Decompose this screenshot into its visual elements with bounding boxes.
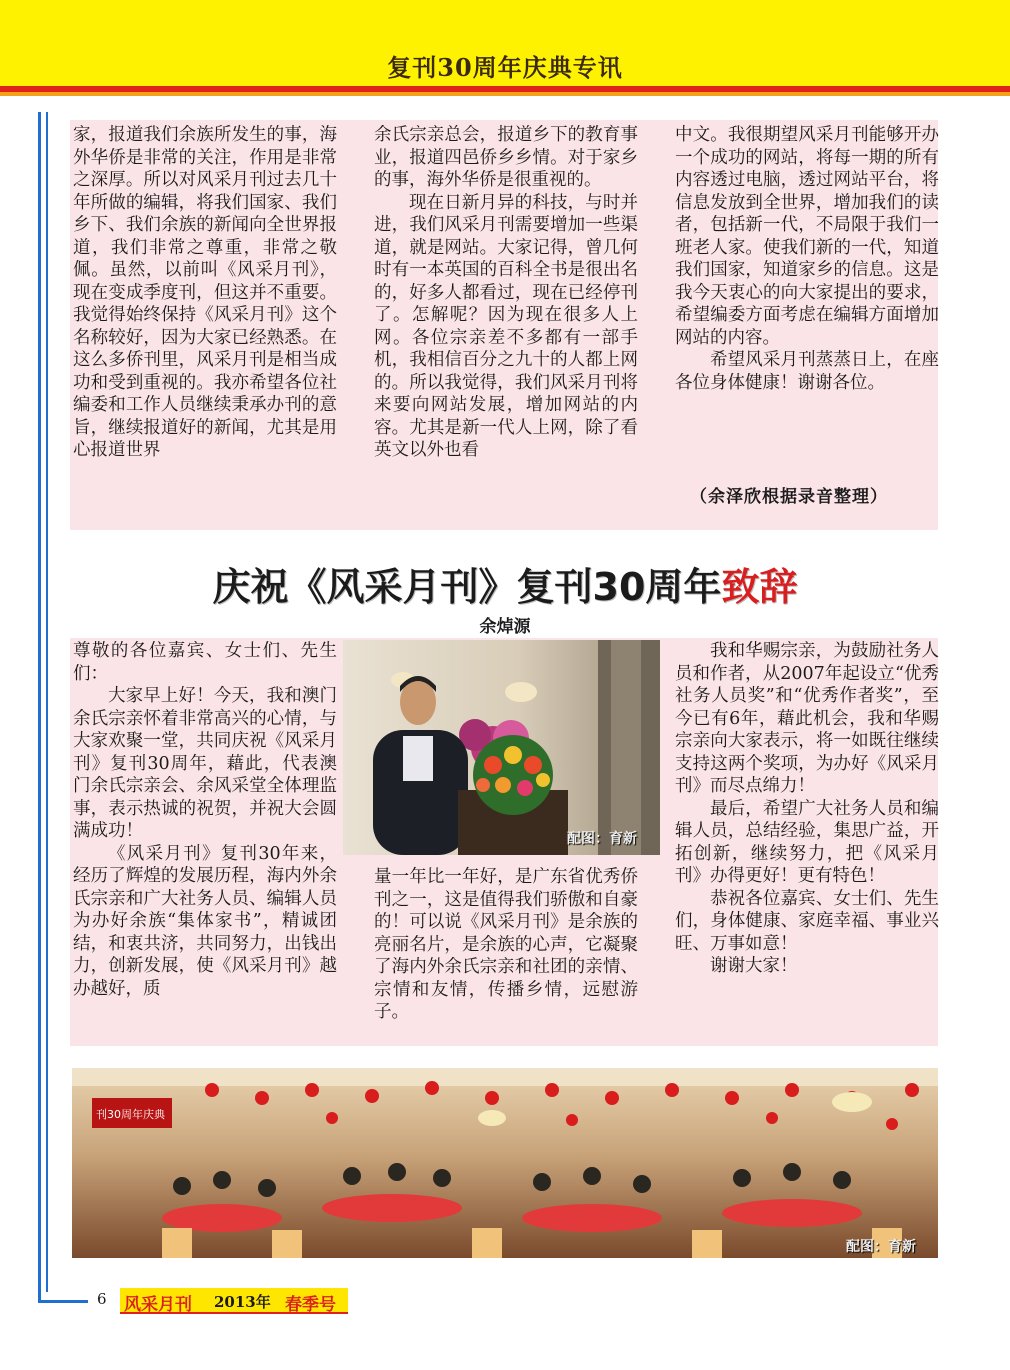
top-article-column-3 <box>675 124 939 394</box>
article-signature: （余泽欣根据录音整理） <box>690 487 888 507</box>
banquet-photo <box>72 1068 938 1258</box>
paragraph: 余氏宗亲总会，报道乡下的教育事业，报道四邑侨乡乡情。对于家乡的事，海外华侨是很重视的。 <box>374 125 638 190</box>
header-title: 复刊30周年庆典专讯 <box>387 53 623 82</box>
page-header-band <box>0 0 1010 86</box>
page-number: 6 <box>97 1290 107 1308</box>
paragraph: 最后，希望广大社务人员和编辑人员，总结经验，集思广益，开拓创新，继续努力，把《风采月刊》办得更好！更有特色！ <box>675 798 939 886</box>
left-margin-rule-inner <box>46 112 48 1292</box>
paragraph: 谢谢大家！ <box>710 956 798 976</box>
bottom-margin-rule <box>38 1300 88 1303</box>
paragraph: 家，报道我们余族所发生的事，海外华侨是非常的关注，作用是非常之深厚。所以对风采月刊过去几十年所做的编辑，将我们国家、我们乡下、我们余族的新闻向全世界报道，我们非常之尊重，非常之敬佩。虽然，以前叫《风采月刊》，现在变成季度刊，但这并不重要。我觉得始终保持《风采月刊》这个名称较好，因为大家已经熟悉。在这么多侨刊里，风采月刊是相当成功和受到重视的。我亦希望各位社编委和工作人员继续秉承办刊的意旨，继续报道好的新闻，尤其是用心报道世界 <box>73 125 337 460</box>
paragraph: 大家早上好！今天，我和澳门余氏宗亲怀着非常高兴的心情，与大家欢聚一堂，共同庆祝《风采月刊》复刊30周年，藉此，代表澳门余氏宗亲会、余风采堂全体理监事，表示热诚的祝贺，并祝大会圆满成功！ <box>73 686 337 841</box>
paragraph: 中文。我很期望风采月刊能够开办一个成功的网站，将每一期的所有内容透过电脑，透过网站平台，将信息发放到全世界，增加我们的读者，包括新一代，不局限于我们一班老人家。使我们新的一代，知道我们国家，知道家乡的信息。这是我今天衷心的向大家提出的要求，希望编委方面考虑在编辑方面增加网站的内容。 <box>675 125 939 348</box>
banquet-photo-caption: 配图：育新 <box>846 1239 916 1255</box>
footer-magazine: 风采月刊 <box>124 1295 192 1315</box>
header-rule-secondary <box>0 92 1010 96</box>
paragraph: 我和华赐宗亲，为鼓励社务人员和作者，从2007年起设立“优秀社务人员奖”和“优秀作者奖”，至今已有6年，藉此机会，我和华赐宗亲向大家表示，将一如既往继续支持这两个奖项，为办好《风采月刊》而尽点绵力！ <box>675 641 939 796</box>
footer-season: 春季号 <box>285 1295 336 1315</box>
top-article-column-2 <box>374 124 638 462</box>
top-article-column-1 <box>73 124 337 462</box>
article-author: 余焯源 <box>479 617 531 637</box>
paragraph: 希望风采月刊蒸蒸日上，在座各位身体健康！谢谢各位。 <box>675 350 939 393</box>
left-margin-rule <box>38 112 41 1302</box>
article2-column-1 <box>73 640 337 1000</box>
headline-accent: 致辞 <box>721 565 798 609</box>
article-headline <box>0 556 1010 611</box>
article2-column-3 <box>675 640 939 978</box>
paragraph: 恭祝各位嘉宾、女士们、先生们，身体健康、家庭幸福、事业兴旺、万事如意！ <box>675 888 939 954</box>
headline-main: 庆祝《风采月刊》复刊30周年 <box>212 565 722 609</box>
footer-year: 2013年 <box>214 1293 271 1311</box>
paragraph: 《风采月刊》复刊30年来，经历了辉煌的发展历程，海内外余氏宗亲和广大社务人员、编辑人员为办好余族“集体家书”，精诚团结，和衷共济，共同努力，出钱出力，创新发展，使《风采月刊》越办越好，质 <box>73 843 337 999</box>
paragraph: 量一年比一年好，是广东省优秀侨刊之一，这是值得我们骄傲和自豪的！可以说《风采月刊》是余族的亮丽名片，是余族的心声，它凝聚了海内外余氏宗亲和社团的亲情、宗情和友情，传播乡情，远慰游子。 <box>374 867 638 1022</box>
salutation: 尊敬的各位嘉宾、女士们、先生们： <box>73 641 337 684</box>
speaker-photo <box>343 640 660 855</box>
photo-caption: 配图：育新 <box>567 831 637 847</box>
speaker-photo-image <box>343 640 660 855</box>
article2-column-2 <box>374 866 638 1024</box>
banquet-banner-text: 刊30周年庆典 <box>96 1108 165 1121</box>
paragraph: 现在日新月异的科技，与时并进，我们风采月刊需要增加一些渠道，就是网站。大家记得，曾几何时有一本英国的百科全书是很出名的，好多人都看过，现在已经停刊了。怎解呢？因为现在很多人上网。各位宗亲差不多都有一部手机，我相信百分之九十的人都上网的。所以我觉得，我们风采月刊将来要向网站发展，增加网站的内容。尤其是新一代人上网，除了看英文以外也看 <box>374 192 638 460</box>
banquet-photo-image <box>72 1068 938 1258</box>
